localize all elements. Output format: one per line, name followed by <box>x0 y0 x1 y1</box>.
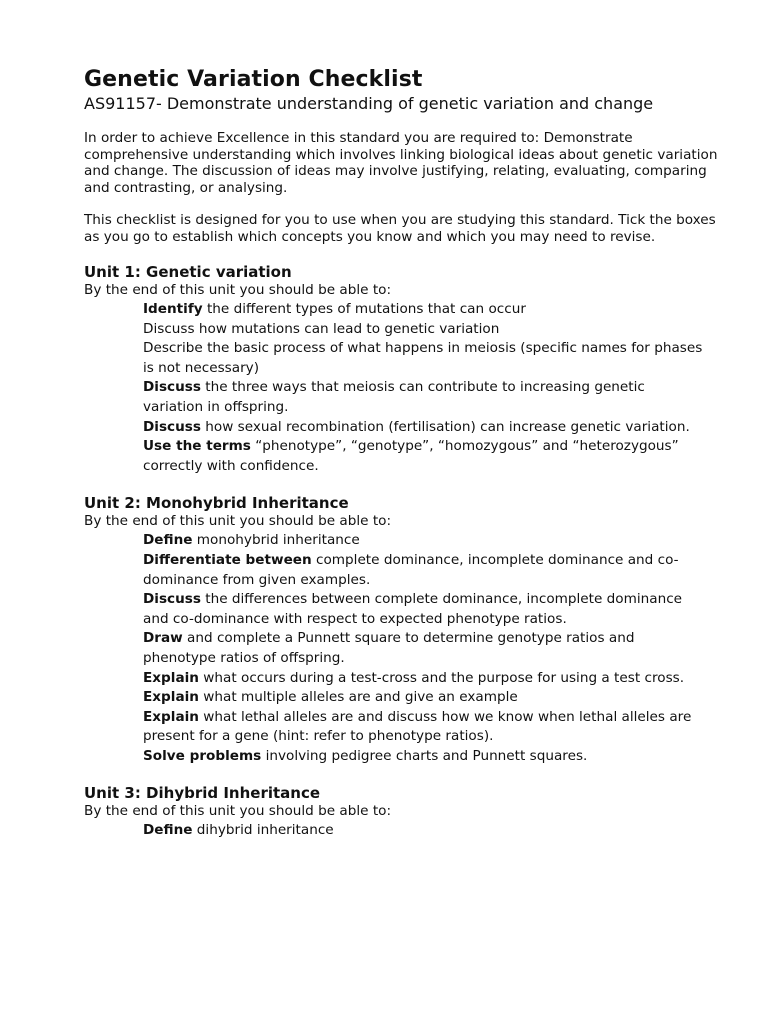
unit-2-section <box>84 493 724 766</box>
checklist-item <box>143 821 703 841</box>
item-keyword: Use the terms <box>143 438 251 455</box>
unit-2-heading: Unit 2: Monohybrid Inheritance <box>84 494 349 513</box>
document-title: Genetic Variation Checklist <box>84 67 423 92</box>
unit-1-section <box>84 262 724 476</box>
checklist-item <box>143 300 703 320</box>
checklist-instructions: This checklist is designed for you to use when you are studying this standard. Tick the boxes as you go to establish which concepts you know and which you may need to revise. <box>84 212 716 245</box>
item-text: involving pedigree charts and Punnett squares. <box>261 747 588 764</box>
unit-3-checklist <box>143 821 703 841</box>
intro-paragraph: In order to achieve Excellence in this standard you are required to: Demonstrate comprehensive understanding which involves linking biological ideas about genetic variation and change. The discussion of ideas may involve justifying, relating, evaluating, comparing and contrasting, or analysing. <box>84 130 718 196</box>
item-keyword: Discuss <box>143 418 201 435</box>
item-keyword: Explain <box>143 669 199 686</box>
unit-3-section <box>84 783 724 841</box>
checklist-item <box>143 669 703 689</box>
item-keyword: Discuss <box>143 591 201 608</box>
item-keyword: Define <box>143 822 193 839</box>
item-text: what multiple alleles are and give an example <box>198 689 518 706</box>
checklist-item <box>143 590 703 629</box>
checklist-item <box>143 531 703 551</box>
item-text: the different types of mutations that can occur <box>202 301 526 317</box>
unit-3-heading: Unit 3: Dihybrid Inheritance <box>84 784 321 803</box>
checklist-item <box>143 378 703 417</box>
item-keyword: Identify <box>143 301 203 317</box>
item-keyword: Explain <box>143 689 199 706</box>
checklist-item <box>143 437 703 476</box>
item-text: “phenotype”, “genotype”, “homozygous” and “heterozygous” correctly with confidence. <box>143 438 679 474</box>
unit-1-heading: Unit 1: Genetic variation <box>84 263 292 281</box>
unit-2-checklist <box>143 531 703 766</box>
checklist-item <box>143 418 703 438</box>
item-text: and complete a Punnett square to determine genotype ratios and phenotype ratios of offspring. <box>143 630 635 666</box>
item-keyword: Differentiate between <box>143 551 312 568</box>
item-text: the differences between complete dominance, incomplete dominance and co-dominance with respect to expected phenotype ratios. <box>143 591 683 627</box>
item-keyword: Discuss <box>143 379 201 396</box>
item-text: what lethal alleles are and discuss how we know when lethal alleles are present for a gene (hint: refer to phenotype ratios). <box>143 708 692 745</box>
unit-2-intro: By the end of this unit you should be able to: <box>84 513 392 530</box>
item-text: Discuss how mutations can lead to genetic variation <box>143 320 500 337</box>
checklist-item <box>143 629 703 668</box>
checklist-item <box>143 747 703 767</box>
item-keyword: Solve problems <box>143 747 262 764</box>
document-subtitle: AS91157- Demonstrate understanding of genetic variation and change <box>84 94 654 113</box>
item-keyword: Draw <box>143 630 183 647</box>
item-text: complete dominance, incomplete dominance and co-dominance from given examples. <box>143 551 679 588</box>
document-page <box>84 66 724 841</box>
item-keyword: Explain <box>143 708 199 725</box>
item-text: what occurs during a test-cross and the purpose for using a test cross. <box>198 669 685 686</box>
item-text: how sexual recombination (fertilisation) can increase genetic variation. <box>200 418 690 435</box>
unit-1-intro: By the end of this unit you should be able to: <box>84 282 392 298</box>
checklist-item <box>143 320 703 340</box>
item-text: the three ways that meiosis can contribute to increasing genetic variation in offspring. <box>143 379 645 415</box>
unit-3-intro: By the end of this unit you should be able to: <box>84 803 392 820</box>
item-text: dihybrid inheritance <box>192 822 334 839</box>
item-text: Describe the basic process of what happens in meiosis (specific names for phases is not necessary) <box>143 340 703 376</box>
unit-1-checklist <box>143 300 703 476</box>
checklist-item <box>143 708 703 747</box>
checklist-item <box>143 688 703 708</box>
checklist-item <box>143 551 703 590</box>
item-text: monohybrid inheritance <box>192 532 360 549</box>
checklist-item <box>143 339 703 378</box>
item-keyword: Define <box>143 532 193 549</box>
